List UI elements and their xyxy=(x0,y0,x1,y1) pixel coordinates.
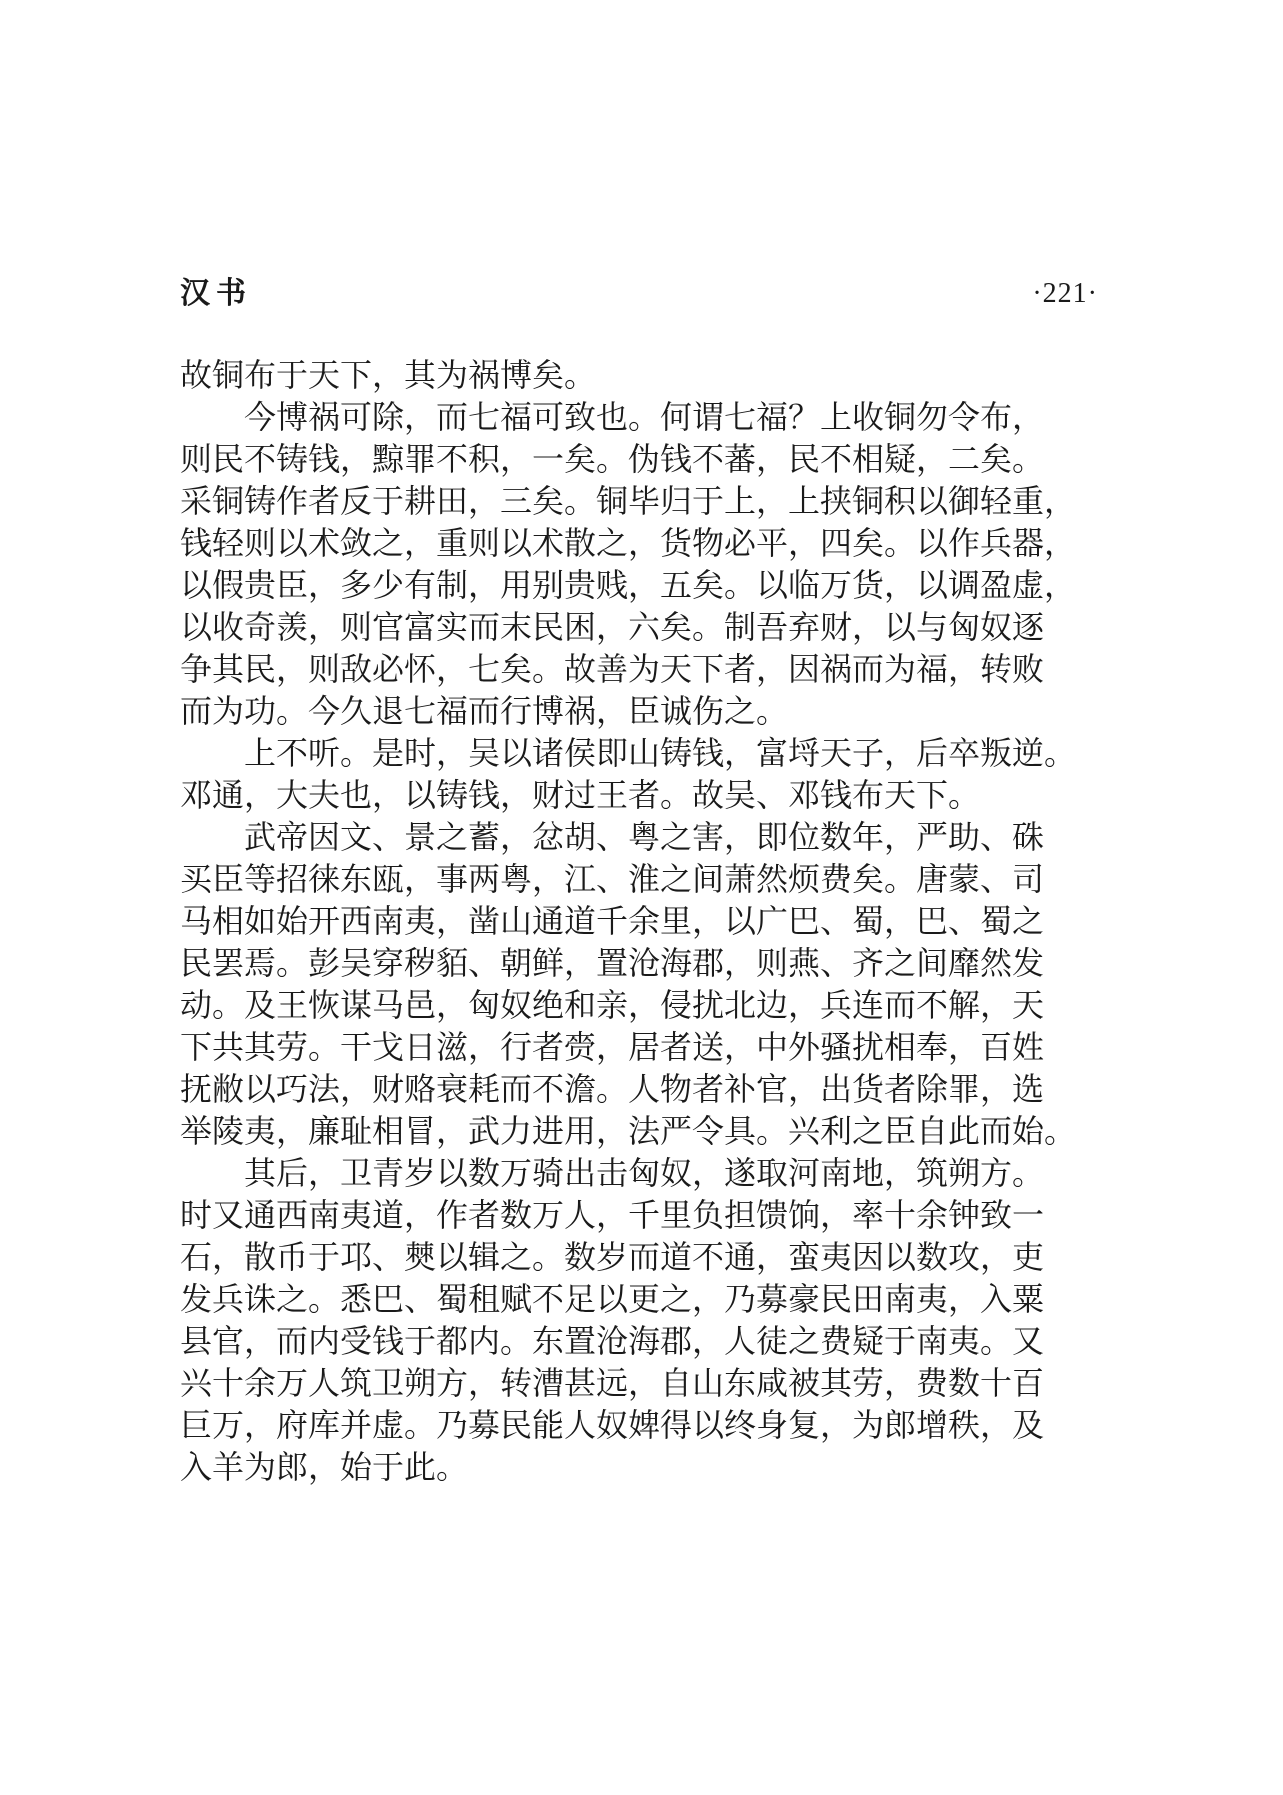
text-line: 县官，而内受钱于都内。东置沧海郡，人徒之费疑于南夷。又 xyxy=(180,1322,1045,1360)
text-line: 争其民，则敌必怀，七矣。故善为天下者，因祸而为福，转败 xyxy=(180,650,1045,688)
text-line: 动。及王恢谋马邑，匈奴绝和亲，侵扰北边，兵连而不解，天 xyxy=(180,986,1045,1024)
text-line: 以假贵臣，多少有制，用别贵贱，五矣。以临万货，以调盈虚， xyxy=(180,566,1077,604)
text-line: 则民不铸钱，黥罪不积，一矣。伪钱不蕃，民不相疑，二矣。 xyxy=(180,440,1045,478)
text-line: 采铜铸作者反于耕田，三矣。铜毕归于上，上挟铜积以御轻重， xyxy=(180,482,1077,520)
text-line: 上不听。是时，吴以诸侯即山铸钱，富埒天子，后卒叛逆。 xyxy=(244,734,1077,772)
text-line: 其后，卫青岁以数万骑出击匈奴，遂取河南地，筑朔方。 xyxy=(244,1154,1045,1192)
text-line: 举陵夷，廉耻相冒，武力进用，法严令具。兴利之臣自此而始。 xyxy=(180,1112,1077,1150)
text-line: 而为功。今久退七福而行博祸，臣诚伤之。 xyxy=(180,692,789,730)
text-line: 民罢焉。彭吴穿秽貊、朝鲜，置沧海郡，则燕、齐之间靡然发 xyxy=(180,944,1045,982)
page-number: ·221· xyxy=(1032,278,1098,309)
running-header xyxy=(180,272,1098,316)
book-title: 汉书 xyxy=(180,276,252,311)
text-line: 武帝因文、景之蓄，忿胡、粤之害，即位数年，严助、硃 xyxy=(244,818,1045,856)
text-line: 抚敝以巧法，财赂衰耗而不澹。人物者补官，出货者除罪，选 xyxy=(180,1070,1045,1108)
text-line: 发兵诛之。悉巴、蜀租赋不足以更之，乃募豪民田南夷，入粟 xyxy=(180,1280,1045,1318)
text-line: 马相如始开西南夷，凿山通道千余里，以广巴、蜀，巴、蜀之 xyxy=(180,902,1045,940)
text-line: 今博祸可除，而七福可致也。何谓七福？上收铜勿令布， xyxy=(244,398,1045,436)
text-line: 邓通，大夫也，以铸钱，财过王者。故吴、邓钱布天下。 xyxy=(180,776,981,814)
text-line: 石，散币于邛、僰以辑之。数岁而道不通，蛮夷因以数攻，吏 xyxy=(180,1238,1045,1276)
text-line: 入羊为郎，始于此。 xyxy=(180,1448,469,1486)
text-line: 买臣等招徕东瓯，事两粤，江、淮之间萧然烦费矣。唐蒙、司 xyxy=(180,860,1045,898)
text-line: 巨万，府库并虚。乃募民能人奴婢得以终身复，为郎增秩，及 xyxy=(180,1406,1045,1444)
text-line: 钱轻则以术敛之，重则以术散之，货物必平，四矣。以作兵器， xyxy=(180,524,1077,562)
text-line: 故铜布于天下，其为祸博矣。 xyxy=(180,356,597,394)
text-line: 下共其劳。干戈日滋，行者赍，居者送，中外骚扰相奉，百姓 xyxy=(180,1028,1045,1066)
text-line: 兴十余万人筑卫朔方，转漕甚远，自山东咸被其劳，费数十百 xyxy=(180,1364,1045,1402)
text-line: 时又通西南夷道，作者数万人，千里负担馈饷，率十余钟致一 xyxy=(180,1196,1045,1234)
body-text xyxy=(180,354,1100,1488)
text-line: 以收奇羡，则官富实而末民困，六矣。制吾弃财，以与匈奴逐 xyxy=(180,608,1045,646)
